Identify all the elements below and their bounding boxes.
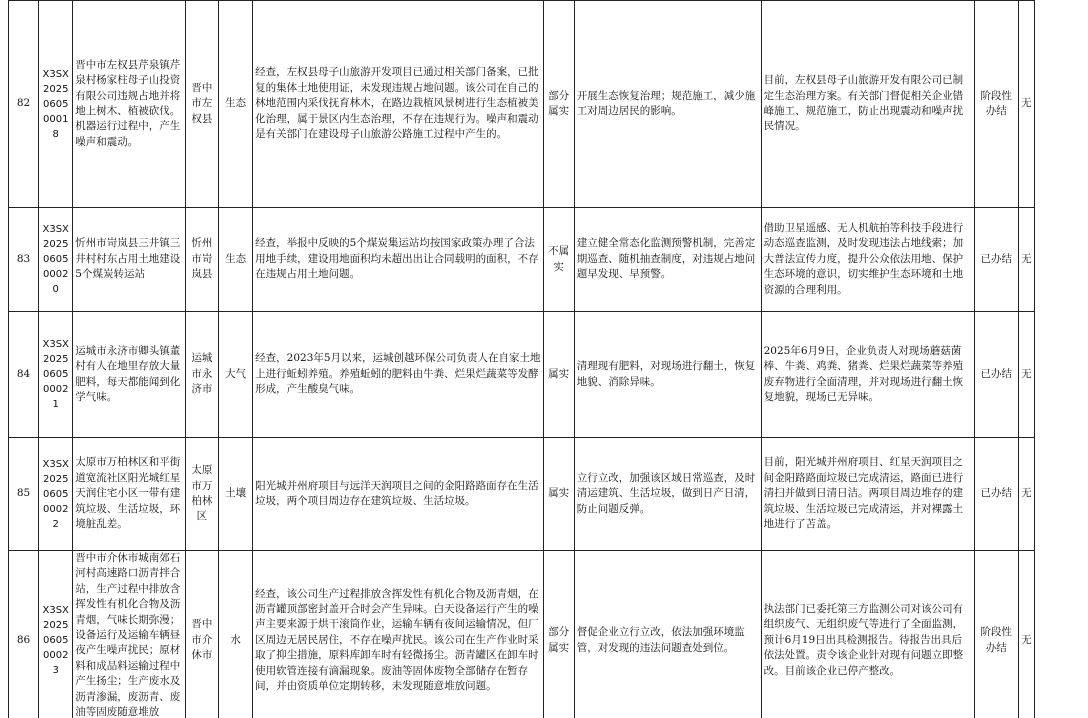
verdict: 部分属实 [543, 551, 574, 718]
row-number: 85 [9, 438, 39, 551]
complaint-content: 运城市永济市卿头镇董村有人在地里存放大量肥料，每天都能闻到化学气味。 [73, 312, 186, 438]
table-row [9, 312, 1035, 438]
complaint-content: 晋中市左权县芹泉镇芹泉村杨家柱母子山投资有限公司违规占地并将地上树木、植被砍伐。机器运行过程中，产生噪声和震动。 [73, 1, 186, 208]
verdict: 不属实 [543, 208, 574, 312]
region: 太原市万柏林区 [185, 438, 218, 551]
case-code: X3SX2025060500020 [39, 208, 73, 312]
verdict: 属实 [543, 312, 574, 438]
pollution-type: 大气 [219, 312, 253, 438]
verdict: 属实 [543, 438, 574, 551]
region: 晋中市介休市 [185, 551, 218, 718]
case-code: X3SX2025060500018 [39, 1, 73, 208]
case-code: X3SX2025060500023 [39, 551, 73, 718]
table-row [9, 551, 1035, 718]
region: 运城市永济市 [185, 312, 218, 438]
status: 已办结 [974, 208, 1018, 312]
rectification-measures: 建立健全常态化监测预警机制，完善定期巡查、随机抽查制度，对违规占地问题早发现、早预警。 [574, 208, 761, 312]
status: 已办结 [974, 312, 1018, 438]
pollution-type: 生态 [219, 208, 253, 312]
complaint-content: 晋中市介休市城南郊石河村高速路口沥青拌合站，生产过程中排放含挥发性有机化合物及沥青烟，气味长期弥漫；设备运行及运输车辆昼夜产生噪声扰民；原材料和成品料运输过程中产生扬尘；生产废水及沥青渗漏，废沥青、废油等固废随意堆放 [75, 552, 181, 718]
status: 阶段性办结 [974, 551, 1018, 718]
progress: 2025年6月9日，企业负责人对现场蘑菇菌棒、牛粪、鸡粪、猪粪、烂果烂蔬菜等养殖废弃物进行全面清理，并对现场进行翻土恢复地貌，现场已无异味。 [761, 312, 974, 438]
investigation-findings: 经查，左权县母子山旅游开发项目已通过相关部门备案，已批复的集体土地使用证，未发现违规占地问题。该公司在自己的林地范围内采伐抚育林木，在路边栽植风景树进行生态植被美化治理，属于景区内生态治理，不存在违规行为。噪声和震动是有关部门在建设母子山旅游公路施工过程中产生的。 [253, 1, 543, 208]
status: 阶段性办结 [974, 1, 1018, 208]
investigation-findings: 经查，举报中反映的5个煤炭集运站均按国家政策办理了合法用地手续，建设用地面积均未超出出让合同载明的面积，不存在违规占用土地问题。 [253, 208, 543, 312]
rectification-measures: 立行立改，加强该区域日常巡查，及时清运建筑、生活垃圾，做到日产日清，防止问题反弹。 [574, 438, 761, 551]
row-number: 86 [9, 551, 39, 718]
region: 晋中市左权县 [185, 1, 218, 208]
region: 忻州市岢岚县 [185, 208, 218, 312]
progress: 借助卫星遥感、无人机航拍等科技手段进行动态巡查监测，及时发现违法占地线索；加大普法宣传力度，提升公众依法用地、保护生态环境的意识，切实维护生态环境和土地资源的合理利用。 [761, 208, 974, 312]
investigation-findings: 经查，该公司生产过程排放含挥发性有机化合物及沥青烟，在沥青罐顶部密封盖开合时会产生异味。白天设备运行产生的噪声主要来源于烘干滚筒作业，运输车辆有夜间运输情况，但厂区周边无居民居住，不存在噪声扰民。该公司在生产作业时采取了抑尘措施，原料库卸车时有轻微扬尘。沥青罐区在卸车时使用软管连接有滴漏现象。废油等固体废物全部储存在暂存间，并由资质单位定期转移，未发现随意堆放问题。 [253, 551, 543, 718]
rectification-measures: 清理现有肥料，对现场进行翻土，恢复地貌、消除异味。 [574, 312, 761, 438]
rectification-measures: 开展生态恢复治理；规范施工，减少施工对周边居民的影响。 [574, 1, 761, 208]
complaint-cell [73, 551, 186, 718]
accountability: 无 [1018, 438, 1034, 551]
table-row [9, 438, 1035, 551]
case-code: X3SX2025060500021 [39, 312, 73, 438]
accountability: 无 [1018, 551, 1034, 718]
rectification-measures: 督促企业立行立改，依法加强环境监管，对发现的违法问题查处到位。 [574, 551, 761, 718]
investigation-findings: 阳光城并州府项目与远洋天润项目之间的金阳路路面存在生活垃圾，两个项目周边存在建筑垃圾、生活垃圾。 [253, 438, 543, 551]
row-number: 84 [9, 312, 39, 438]
progress: 目前，阳光城并州府项目、红星天润项目之间金阳路路面垃圾已完成清运，路面已进行清扫并做到日清日洁。两项目周边堆存的建筑垃圾、生活垃圾已完成清运，并对裸露土地进行了苫盖。 [761, 438, 974, 551]
pollution-type: 生态 [219, 1, 253, 208]
complaint-content: 太原市万柏林区和平街道宽流社区阳光城红星天润住宅小区一带有建筑垃圾、生活垃圾，环境脏乱差。 [73, 438, 186, 551]
status: 已办结 [974, 438, 1018, 551]
complaint-content: 忻州市岢岚县三井镇三井村村东占用土地建设5个煤炭转运站 [73, 208, 186, 312]
complaint-table [8, 0, 1035, 718]
accountability: 无 [1018, 208, 1034, 312]
progress: 执法部门已委托第三方监测公司对该公司有组织废气、无组织废气等进行了全面监测，预计6月19日出具检测报告。待报告出具后依法处置。责令该企业针对现有问题立即整改。目前该企业已停产整改。 [761, 551, 974, 718]
table-row [9, 208, 1035, 312]
case-code: X3SX2025060500022 [39, 438, 73, 551]
row-number: 83 [9, 208, 39, 312]
row-number: 82 [9, 1, 39, 208]
accountability: 无 [1018, 1, 1034, 208]
investigation-findings: 经查，2023年5月以来，运城创越环保公司负责人在自家土地上进行蚯蚓养殖。养殖蚯蚓的肥料由牛粪、烂果烂蔬菜等发酵形成，产生酸臭气味。 [253, 312, 543, 438]
table-row [9, 1, 1035, 208]
pollution-type: 土壤 [219, 438, 253, 551]
progress: 目前，左权县母子山旅游开发有限公司已制定生态治理方案。有关部门督促相关企业错峰施工、规范施工，防止出现震动和噪声扰民情况。 [761, 1, 974, 208]
accountability: 无 [1018, 312, 1034, 438]
pollution-type: 水 [219, 551, 253, 718]
verdict: 部分属实 [543, 1, 574, 208]
